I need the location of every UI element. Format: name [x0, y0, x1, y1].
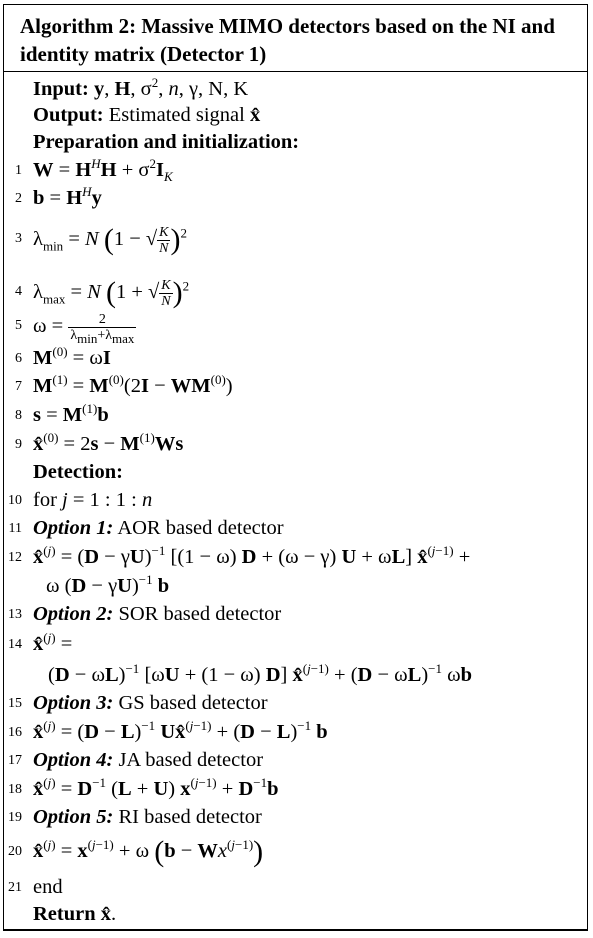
preparation-heading: Preparation and initialization: [33, 131, 300, 153]
algo-line-15: 15 Option 3: GS based detector [8, 692, 268, 714]
algo-line-18: 18 x̂$^{(j)}$ = $D^{-1}$ (L + U) $x^{(j-1)} + D^{-1}b$ [8, 775, 279, 800]
algo-line-12-continued: ω $(D - \gamma U)^{-1}$ b [46, 572, 170, 597]
algo-line-2: 2 $b = H^Hy$ [15, 184, 102, 209]
algo-line-1: 1 $W = H^HH + \sigma^2I_K$ [15, 156, 173, 185]
algo-line-6: 6 $M^{(0)} = \omega I$ [15, 344, 111, 369]
bottom-rule [3, 930, 588, 931]
algo-line-20: 20 x̂$^{(j)}$ = $x^{(j-1)} + \omega$ $(b - Wx^{(j-1)})$ [8, 835, 264, 868]
return-line: Return x̂. [33, 903, 117, 925]
algo-line-12: 12 x̂$^{(j)}$ = $(D - \gamma U)^{-1}$ [(1 − ω) D + (ω − γ) U + ωL] x̂$^{(j-1)}$ + [8, 543, 471, 568]
output-line: Output: Estimated signal x̂ [33, 104, 261, 126]
algo-line-3: 3 $\lambda_{min} = N$ (1 − √ $\frac{K}{N}$ )$^2$ [15, 223, 187, 257]
algo-line-10: 10 for j = 1 : 1 : n [8, 489, 153, 511]
algo-line-8: 8 $s = M^{(1)}b$ [15, 401, 109, 426]
algo-line-5: 5 ω = $\frac{2}{\lambda_{min}+\lambda_{max}}$ [15, 312, 135, 346]
algo-line-13: 13 Option 2: SOR based detector [8, 603, 282, 625]
input-line: Input: y, H, $\sigma^2$, n, γ, N, K [33, 75, 249, 100]
algo-line-17: 17 Option 4: JA based detector [8, 749, 264, 771]
algo-line-14: 14 x̂$^{(j)}$ = [8, 630, 73, 655]
algorithm-title: Algorithm 2: Massive MIMO detectors based on the NI and identity matrix (Detector 1) [20, 14, 555, 66]
title-divider [3, 71, 588, 72]
algo-line-4: 4 $\lambda_{max} = N$ (1 + √ $\frac{K}{N}$ )$^2$ [15, 276, 190, 310]
algo-line-19: 19 Option 5: RI based detector [8, 806, 262, 828]
algo-line-9: 9 x̂$^{(0)}$ = $2s - M^{(1)}Ws$ [15, 430, 184, 455]
algo-line-7: 7 $M^{(1)} = M^{(0)}(2I - WM^{(0)})$ [15, 372, 233, 397]
algo-line-14-continued: $(D - \omega L)^{-1}$ [ωU + (1 − ω) D] x̂$^{(j-1)}$ + $(D - \omega L)^{-1}$ ωb [48, 661, 473, 686]
algo-line-21: 21 end [8, 876, 63, 898]
algo-line-16: 16 x̂$^{(j)}$ = $(D - L)^{-1}$ Ux̂$^{(j-1)}$ + $(D - L)^{-1}$ b [8, 718, 328, 743]
detection-heading: Detection: [33, 461, 123, 483]
algo-line-11: 11 Option 1: AOR based detector [8, 517, 284, 539]
